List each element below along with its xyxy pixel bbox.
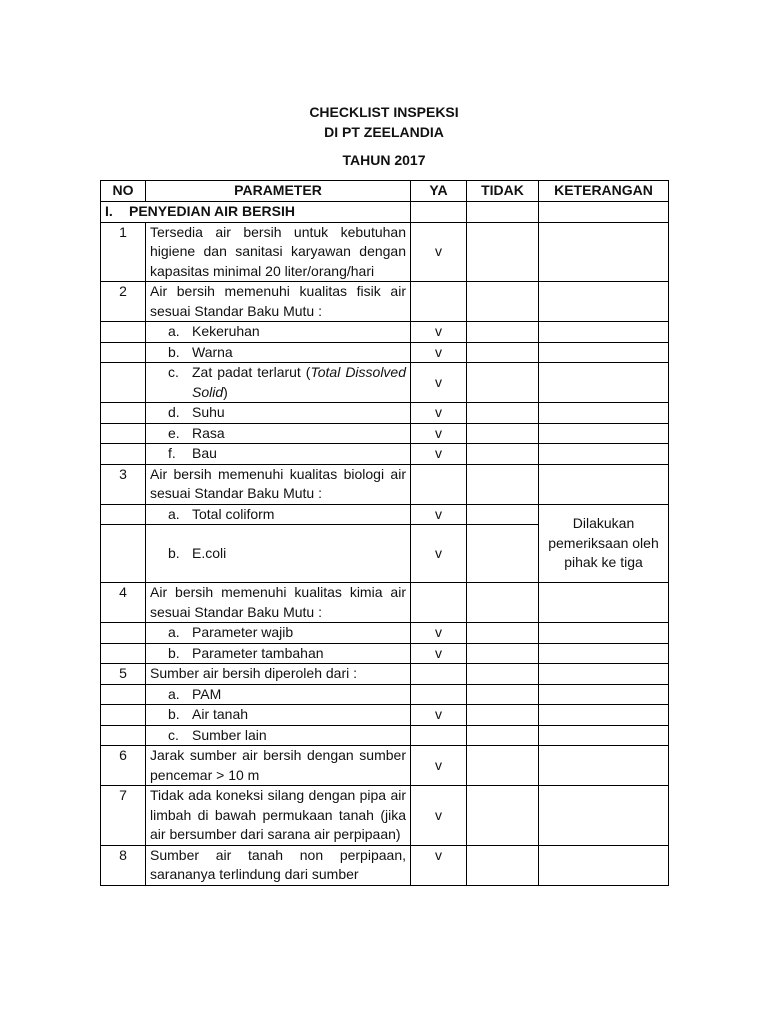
ya-check: v [411,423,467,444]
section-row [101,202,669,223]
ya-check: v [411,623,467,644]
table-row [101,322,669,343]
section-title [101,202,411,223]
row-number: 7 [101,786,146,846]
ya-check: v [411,363,467,403]
row-parameter: Air bersih memenuhi kualitas kimia air sesuai Standar Baku Mutu : [146,583,411,623]
sub-parameter: b. Air tanah [146,705,411,726]
row-parameter: Sumber air bersih diperoleh dari : [146,664,411,685]
row-number: 2 [101,282,146,322]
table-row [101,403,669,424]
ya-check: v [411,403,467,424]
row-parameter: Air bersih memenuhi kualitas biologi air sesuai Standar Baku Mutu : [146,464,411,504]
row-parameter: Sumber air tanah non perpipaan, sarananya terlindung dari sumber [146,845,411,885]
sub-parameter: f. Bau [146,444,411,465]
section-label: PENYEDIAN AIR BERSIH [129,203,295,219]
sub-parameter: a. Parameter wajib [146,623,411,644]
row-number: 4 [101,583,146,623]
table-row [101,282,669,322]
sub-parameter: a. Kekeruhan [146,322,411,343]
ya-check: v [411,525,467,583]
section-number: I. [105,203,113,219]
ya-check: v [411,342,467,363]
col-header-ya: YA [411,181,467,202]
col-header-no: NO [101,181,146,202]
table-row [101,643,669,664]
sub-parameter: c. Sumber lain [146,725,411,746]
sub-parameter: a. Total coliform [146,504,411,525]
checklist-table [100,180,669,886]
table-row [101,222,669,282]
table-row [101,444,669,465]
sub-parameter: b. Warna [146,342,411,363]
sub-parameter: a. PAM [146,684,411,705]
table-row [101,684,669,705]
sub-parameter: d. Suhu [146,403,411,424]
ya-check: v [411,786,467,846]
row-parameter: Tidak ada koneksi silang dengan pipa air limbah di bawah permukaan tanah (jika air bersumber dari sarana air perpipaan) [146,786,411,846]
row-number: 3 [101,464,146,504]
table-row [101,786,669,846]
table-header-row [101,181,669,202]
table-row [101,746,669,786]
table-row [101,363,669,403]
table-row [101,845,669,885]
table-row [101,423,669,444]
keterangan-note: Dilakukan pemeriksaan oleh pihak ke tiga [539,504,669,583]
table-row [101,623,669,644]
row-number: 1 [101,222,146,282]
document-title: CHECKLIST INSPEKSI [309,104,459,120]
row-parameter: Air bersih memenuhi kualitas fisik air sesuai Standar Baku Mutu : [146,282,411,322]
row-parameter: Jarak sumber air bersih dengan sumber pencemar > 10 m [146,746,411,786]
sub-parameter: e. Rasa [146,423,411,444]
ya-check: v [411,444,467,465]
ya-check: v [411,746,467,786]
ya-check: v [411,504,467,525]
row-number: 5 [101,664,146,685]
row-number: 6 [101,746,146,786]
table-row [101,342,669,363]
table-row [101,725,669,746]
col-header-parameter: PARAMETER [146,181,411,202]
sub-parameter: b. Parameter tambahan [146,643,411,664]
table-row [101,583,669,623]
table-row [101,504,669,525]
sub-parameter: b. E.coli [146,525,411,583]
row-number: 8 [101,845,146,885]
ya-check: v [411,322,467,343]
table-row [101,664,669,685]
sub-parameter: c. Zat padat terlarut (Total Dissolved Solid) [146,363,411,403]
ya-check: v [411,705,467,726]
table-row [101,464,669,504]
table-row [101,705,669,726]
ya-check: v [411,643,467,664]
col-header-tidak: TIDAK [467,181,539,202]
col-header-keterangan: KETERANGAN [539,181,669,202]
document-year: TAHUN 2017 [342,152,426,168]
document-subtitle: DI PT ZEELANDIA [324,124,444,140]
ya-check: v [411,222,467,282]
row-parameter: Tersedia air bersih untuk kebutuhan higiene dan sanitasi karyawan dengan kapasitas minimal 20 liter/orang/hari [146,222,411,282]
ya-check: v [411,845,467,885]
